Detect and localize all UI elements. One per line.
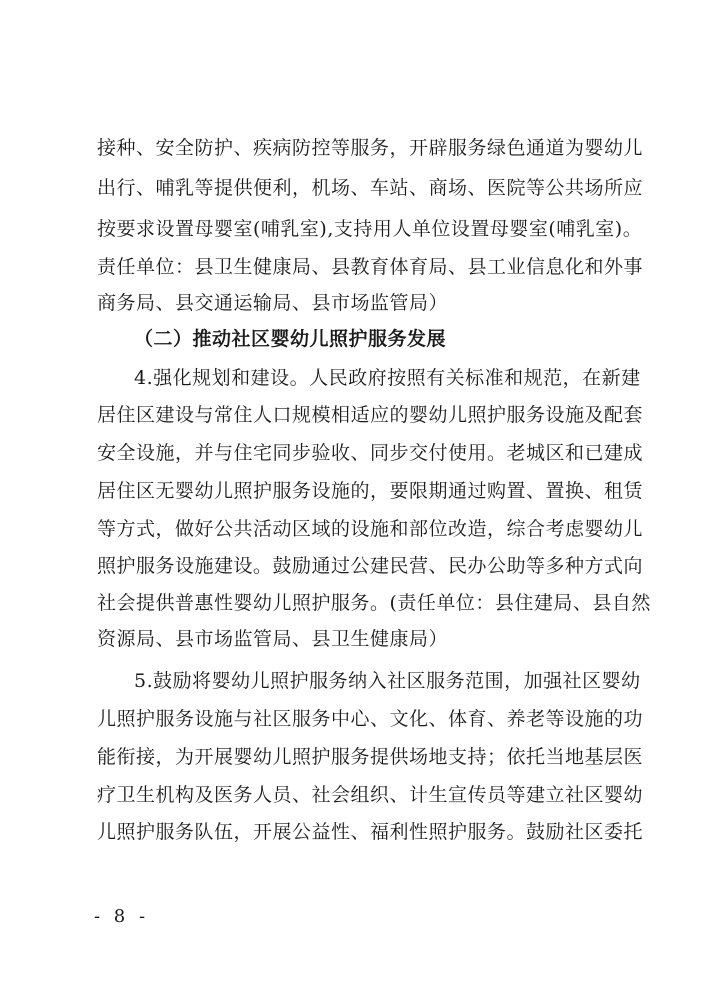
body-text-line: 疗卫生机构及医务人员、社会组织、计生宣传员等建立社区婴幼 bbox=[97, 784, 644, 806]
body-text-line: 按要求设置母婴室(哺乳室),支持用人单位设置母婴室(哺乳室)。 bbox=[97, 218, 643, 240]
body-text-line: 出行、哺乳等提供便利，机场、车站、商场、医院等公共场所应 bbox=[97, 177, 644, 199]
body-text-line: 等方式，做好公共活动区域的设施和部位改造，综合考虑婴幼儿 bbox=[97, 518, 644, 540]
paragraph-start-line: 5.鼓励将婴幼儿照护服务纳入社区服务范围，加强社区婴幼 bbox=[134, 670, 641, 692]
body-text-line: 社会提供普惠性婴幼儿照护服务。(责任单位：县住建局、县自然 bbox=[97, 592, 651, 614]
body-text-line: 能衔接，为开展婴幼儿照护服务提供场地支持；依托当地基层医 bbox=[97, 746, 644, 768]
body-text-line: 居住区无婴幼儿照护服务设施的，要限期通过购置、置换、租赁 bbox=[97, 480, 644, 502]
body-text-line: 儿照护服务队伍，开展公益性、福利性照护服务。鼓励社区委托 bbox=[97, 821, 644, 843]
body-text-line: 资源局、县市场监管局、县卫生健康局） bbox=[97, 628, 449, 650]
body-text-line: 儿照护服务设施与社区服务中心、文化、体育、养老等设施的功 bbox=[97, 708, 644, 730]
page-number: - 8 - bbox=[94, 906, 150, 927]
body-text-line: 商务局、县交通运输局、县市场监管局） bbox=[97, 292, 449, 314]
body-text-line: 安全设施，并与住宅同步验收、同步交付使用。老城区和已建成 bbox=[97, 442, 644, 464]
section-heading: （二）推动社区婴幼儿照护服务发展 bbox=[134, 328, 447, 350]
paragraph-start-line: 4.强化规划和建设。人民政府按照有关标准和规范，在新建 bbox=[134, 367, 641, 389]
body-text-line: 责任单位：县卫生健康局、县教育体育局、县工业信息化和外事 bbox=[97, 256, 644, 278]
body-text-line: 居住区建设与常住人口规模相适应的婴幼儿照护服务设施及配套 bbox=[97, 404, 644, 426]
body-text-line: 照护服务设施建设。鼓励通过公建民营、民办公助等多种方式向 bbox=[97, 555, 644, 577]
body-text-line: 接种、安全防护、疾病防控等服务，开辟服务绿色通道为婴幼儿 bbox=[97, 137, 644, 159]
